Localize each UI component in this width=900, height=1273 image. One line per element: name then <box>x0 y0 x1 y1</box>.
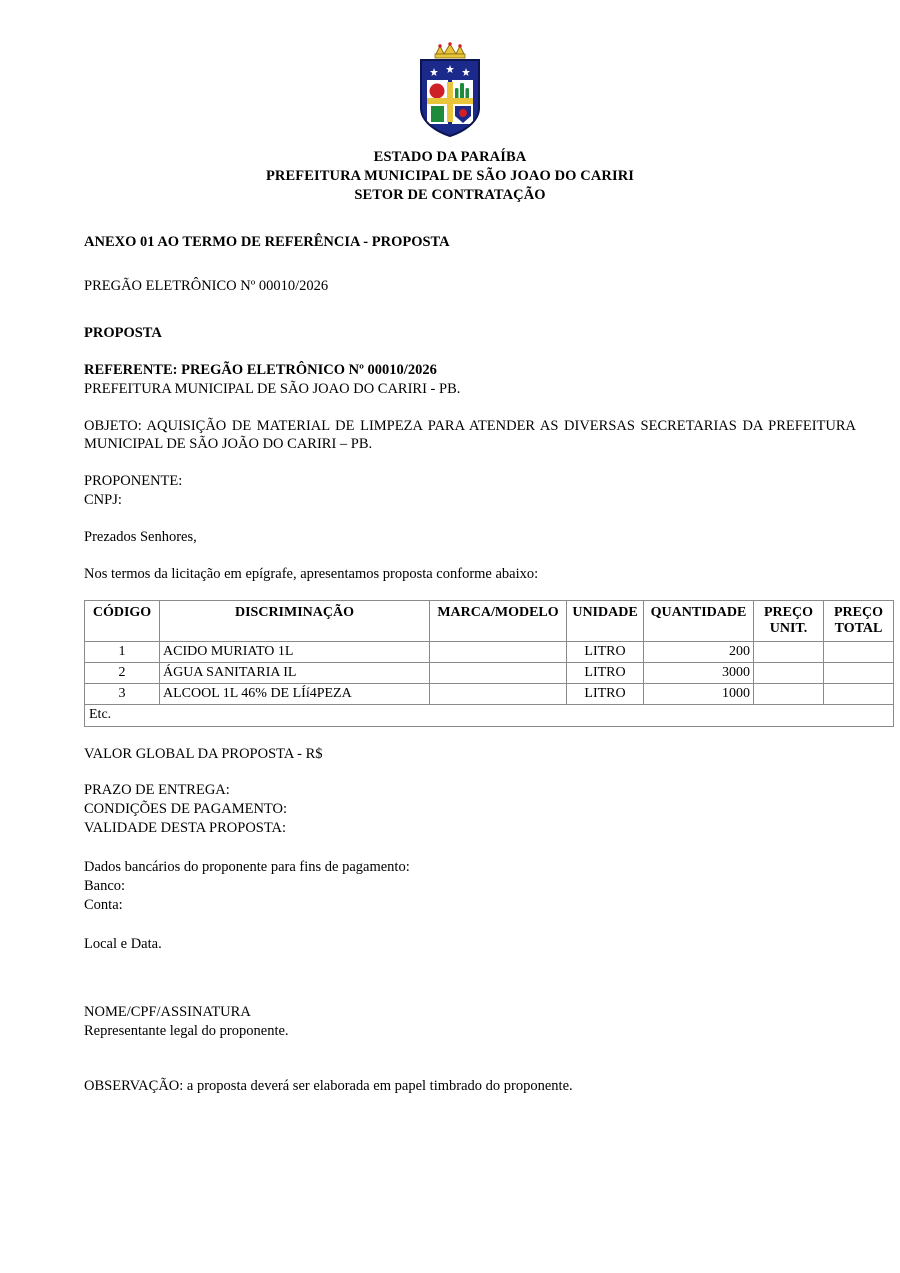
header-line-sector: SETOR DE CONTRATAÇÃO <box>354 187 546 204</box>
crest-container <box>0 0 900 138</box>
conta-line: Conta: <box>84 896 123 913</box>
th-discriminacao: DISCRIMINAÇÃO <box>160 600 430 641</box>
cell-codigo: 3 <box>85 684 160 705</box>
header-line-state: ESTADO DA PARAÍBA <box>373 149 527 165</box>
cell-etc: Etc. <box>85 705 894 726</box>
th-marca: MARCA/MODELO <box>430 600 567 641</box>
signature-line: NOME/CPF/ASSINATURA <box>84 1004 251 1021</box>
cell-unidade: LITRO <box>567 684 644 705</box>
cell-preco-unit <box>754 641 824 662</box>
validade-line: VALIDADE DESTA PROPOSTA: <box>84 820 287 837</box>
cell-marca <box>430 684 567 705</box>
table-row <box>85 663 894 684</box>
cell-codigo: 2 <box>85 663 160 684</box>
condicoes-pagamento-line: CONDIÇÕES DE PAGAMENTO: <box>84 801 288 818</box>
observacao-line: OBSERVAÇÃO: a proposta deverá ser elaborada em papel timbrado do proponente. <box>84 1078 573 1095</box>
cell-marca <box>430 641 567 662</box>
cell-preco-unit <box>754 663 824 684</box>
cell-unidade: LITRO <box>567 641 644 662</box>
header-line-municipality: PREFEITURA MUNICIPAL DE SÃO JOAO DO CARIRI <box>265 168 635 185</box>
referente-line: REFERENTE: PREGÃO ELETRÔNICO Nº 00010/2026 <box>84 361 437 378</box>
th-quantidade: QUANTIDADE <box>644 600 754 641</box>
annex-title: ANEXO 01 AO TERMO DE REFERÊNCIA - PROPOSTA <box>84 234 450 251</box>
cell-preco-total <box>824 663 894 684</box>
prazo-entrega-line: PRAZO DE ENTREGA: <box>84 782 230 799</box>
proposta-heading: PROPOSTA <box>84 325 162 342</box>
representative-line: Representante legal do proponente. <box>84 1023 289 1040</box>
proposal-items-table <box>84 600 894 727</box>
cell-quantidade: 1000 <box>644 684 754 705</box>
proponente-label: PROPONENTE: <box>84 473 183 490</box>
table-row-etc <box>85 705 894 726</box>
cell-preco-unit <box>754 684 824 705</box>
pregao-number: PREGÃO ELETRÔNICO Nº 00010/2026 <box>84 278 329 295</box>
th-codigo: CÓDIGO <box>85 600 160 641</box>
valor-global-line: VALOR GLOBAL DA PROPOSTA - R$ <box>84 745 323 762</box>
cnpj-label: CNPJ: <box>84 492 122 509</box>
table-row <box>85 641 894 662</box>
intro-line: Nos termos da licitação em epígrafe, apresentamos proposta conforme abaixo: <box>84 565 539 582</box>
cell-codigo: 1 <box>85 641 160 662</box>
th-preco-unit: PREÇO UNIT. <box>754 600 824 641</box>
table-header-row <box>85 600 894 641</box>
cell-discriminacao: ALCOOL 1L 46% DE LÍí4PEZA <box>160 684 430 705</box>
prefeitura-line: PREFEITURA MUNICIPAL DE SÃO JOAO DO CARIRI - PB. <box>84 380 461 397</box>
local-data-line: Local e Data. <box>84 935 162 952</box>
greeting-line: Prezados Senhores, <box>84 528 197 545</box>
dados-bancarios-line: Dados bancários do proponente para fins de pagamento: <box>84 858 410 875</box>
th-preco-total: PREÇO TOTAL <box>824 600 894 641</box>
cell-quantidade: 3000 <box>644 663 754 684</box>
table-row <box>85 684 894 705</box>
document-header <box>0 148 900 205</box>
objeto-paragraph: OBJETO: AQUISIÇÃO DE MATERIAL DE LIMPEZA PARA ATENDER AS DIVERSAS SECRETARIAS DA PREFEITURA MUNICIPAL DE SÃO JOÃO DO CARIRI – PB. <box>84 417 856 453</box>
cell-marca <box>430 663 567 684</box>
banco-line: Banco: <box>84 877 126 894</box>
coat-of-arms-icon <box>411 42 489 138</box>
cell-preco-total <box>824 684 894 705</box>
cell-discriminacao: ACIDO MURIATO 1L <box>160 641 430 662</box>
document-body <box>0 233 900 1096</box>
cell-unidade: LITRO <box>567 663 644 684</box>
th-unidade: UNIDADE <box>567 600 644 641</box>
cell-preco-total <box>824 641 894 662</box>
cell-discriminacao: ÁGUA SANITARIA IL <box>160 663 430 684</box>
cell-quantidade: 200 <box>644 641 754 662</box>
